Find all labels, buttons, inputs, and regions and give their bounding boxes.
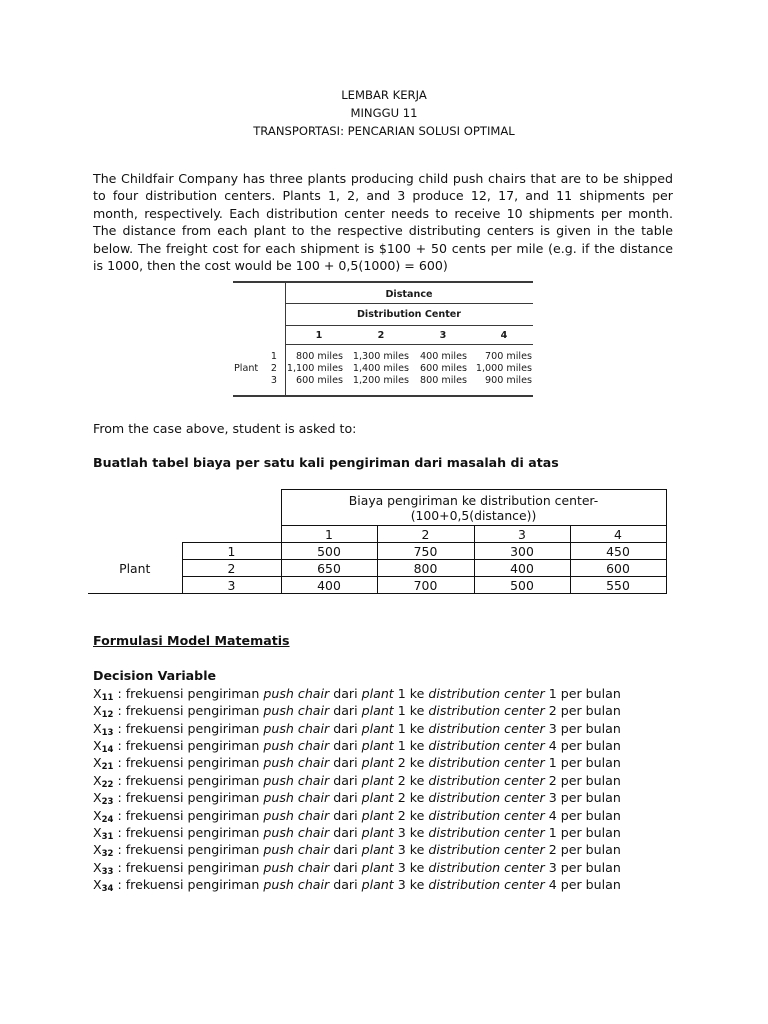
variable-plant: 2 bbox=[393, 807, 406, 823]
plant-number: 3 bbox=[182, 577, 281, 594]
variable-index: 32 bbox=[101, 849, 114, 860]
plant-number: 3 bbox=[270, 375, 277, 386]
variable-text: ke bbox=[405, 703, 429, 719]
variable-center: 3 bbox=[544, 790, 557, 806]
variable-text: per bulan bbox=[556, 790, 621, 806]
variable-text: per bulan bbox=[556, 686, 621, 701]
variable-symbol: X bbox=[93, 720, 102, 736]
variable-index: 34 bbox=[101, 883, 114, 894]
variable-text: push chair bbox=[263, 876, 330, 892]
variable-center: 1 bbox=[544, 686, 557, 701]
plant-number: 1 bbox=[182, 543, 281, 560]
variable-text: per bulan bbox=[556, 807, 621, 823]
variable-text: plant bbox=[361, 824, 394, 840]
variable-text: : frekuensi pengiriman bbox=[113, 859, 264, 875]
variable-symbol: X bbox=[93, 824, 102, 840]
variable-text: : frekuensi pengiriman bbox=[113, 824, 264, 840]
variable-text: push chair bbox=[263, 738, 330, 754]
variable-center: 1 bbox=[544, 824, 557, 840]
variable-plant: 1 bbox=[393, 720, 406, 736]
question-intro: From the case above, student is asked to: bbox=[93, 421, 357, 436]
variable-symbol: X bbox=[93, 790, 102, 806]
variable-symbol: X bbox=[93, 772, 102, 788]
variable-text: plant bbox=[361, 859, 394, 875]
distance-cell: 1,000 miles bbox=[475, 363, 532, 374]
variable-text: distribution center bbox=[428, 859, 545, 875]
variable-text: ke bbox=[405, 824, 429, 840]
variable-text: plant bbox=[361, 772, 394, 788]
variable-text: ke bbox=[405, 807, 429, 823]
variable-center: 4 bbox=[544, 807, 557, 823]
variable-text: ke bbox=[405, 686, 429, 701]
variable-text: per bulan bbox=[556, 842, 621, 858]
cost-caption-line2: (100+0,5(distance)) bbox=[410, 507, 537, 523]
cost-cell: 500 bbox=[281, 543, 377, 560]
variable-center: 2 bbox=[544, 772, 557, 788]
variable-text: ke bbox=[405, 755, 429, 771]
variable-center: 3 bbox=[544, 720, 557, 736]
problem-statement: The Childfair Company has three plants producing child push chairs that are to be shipped to four distribution centers. Plants 1, 2, and 3 produce 12, 17, and 11 shipments per month, respectively. Each distribution center needs to receive 10 shipments per month. The distance from each plant to the respective distributing centers is given in the table below. The freight cost for each shipment is $100 + 50 cents per mile (e.g. if the distance is 1000, then the cost would be 100 + 0,5(1000) = 600) bbox=[93, 171, 673, 274]
variable-text: dari bbox=[329, 703, 362, 719]
variable-plant: 3 bbox=[393, 824, 406, 840]
variable-text: ke bbox=[405, 842, 429, 858]
variable-text: distribution center bbox=[428, 824, 545, 840]
variable-text: plant bbox=[361, 842, 394, 858]
distance-cell: 600 miles bbox=[296, 375, 343, 386]
variable-text: : frekuensi pengiriman bbox=[113, 738, 264, 754]
variable-text: ke bbox=[405, 720, 429, 736]
variable-text: dari bbox=[329, 859, 362, 875]
distance-cell: 800 miles bbox=[296, 351, 343, 362]
variable-text: distribution center bbox=[428, 755, 545, 771]
variable-text: plant bbox=[361, 755, 394, 771]
variable-index: 31 bbox=[101, 831, 114, 842]
variable-text: per bulan bbox=[556, 738, 621, 754]
cost-cell: 300 bbox=[474, 543, 570, 560]
table-row bbox=[88, 543, 666, 560]
worksheet-title: LEMBAR KERJA bbox=[341, 88, 427, 102]
plant-label: Plant bbox=[234, 363, 259, 374]
variable-text: distribution center bbox=[428, 686, 545, 701]
cost-cell: 650 bbox=[281, 560, 377, 577]
decision-variable bbox=[93, 841, 621, 858]
cost-cell: 800 bbox=[377, 560, 474, 577]
plant-label: Plant bbox=[119, 560, 151, 576]
formulation-heading: Formulasi Model Matematis bbox=[93, 633, 290, 648]
variable-text: ke bbox=[405, 738, 429, 754]
distance-cell: 900 miles bbox=[485, 375, 532, 386]
variable-symbol: X bbox=[93, 859, 102, 875]
table-rule bbox=[233, 395, 533, 397]
distance-cell: 1,400 miles bbox=[352, 363, 409, 374]
variable-plant: 3 bbox=[393, 859, 406, 875]
variable-text: dari bbox=[329, 720, 362, 736]
variable-text: : frekuensi pengiriman bbox=[113, 842, 264, 858]
distance-table bbox=[233, 281, 533, 397]
variable-text: dari bbox=[329, 772, 362, 788]
distance-cell: 700 miles bbox=[485, 351, 532, 362]
variable-text: distribution center bbox=[428, 842, 545, 858]
decision-variable bbox=[93, 702, 621, 719]
variable-index: 11 bbox=[101, 693, 114, 703]
variable-text: plant bbox=[361, 720, 394, 736]
variable-index: 33 bbox=[101, 866, 114, 877]
variable-text: push chair bbox=[263, 842, 330, 858]
variable-text: distribution center bbox=[428, 790, 545, 806]
variable-text: : frekuensi pengiriman bbox=[113, 720, 264, 736]
variable-text: per bulan bbox=[556, 772, 621, 788]
variable-text: plant bbox=[361, 686, 394, 701]
decision-variable-heading: Decision Variable bbox=[93, 668, 217, 683]
decision-variable bbox=[93, 754, 621, 771]
variable-symbol: X bbox=[93, 755, 102, 771]
variable-index: 21 bbox=[101, 762, 114, 773]
variable-index: 13 bbox=[101, 727, 114, 738]
decision-variable bbox=[93, 876, 621, 893]
variable-plant: 2 bbox=[393, 755, 406, 771]
variable-symbol: X bbox=[93, 807, 102, 823]
center-header: 1 bbox=[315, 330, 323, 341]
cost-cell: 400 bbox=[474, 560, 570, 577]
center-header: 1 bbox=[281, 526, 377, 543]
decision-variable bbox=[93, 824, 621, 841]
table-rule bbox=[285, 325, 533, 326]
plant-number: 2 bbox=[182, 560, 281, 577]
variable-symbol: X bbox=[93, 703, 102, 719]
decision-variable bbox=[93, 859, 621, 876]
variable-index: 22 bbox=[101, 779, 114, 790]
cost-caption-line1: Biaya pengiriman ke distribution center- bbox=[348, 492, 599, 508]
variable-text: ke bbox=[405, 859, 429, 875]
variable-text: per bulan bbox=[556, 755, 621, 771]
variable-text: plant bbox=[361, 807, 394, 823]
variable-text: : frekuensi pengiriman bbox=[113, 807, 264, 823]
variable-plant: 3 bbox=[393, 842, 406, 858]
variable-center: 2 bbox=[544, 703, 557, 719]
variable-text: distribution center bbox=[428, 720, 545, 736]
distance-cell: 400 miles bbox=[420, 351, 467, 362]
decision-variable bbox=[93, 737, 621, 754]
variable-symbol: X bbox=[93, 876, 102, 892]
variable-text: : frekuensi pengiriman bbox=[113, 686, 264, 701]
variable-index: 24 bbox=[101, 814, 114, 825]
variable-plant: 1 bbox=[393, 686, 406, 701]
variable-text: plant bbox=[361, 876, 394, 892]
cost-cell: 600 bbox=[570, 560, 666, 577]
table-rule bbox=[285, 303, 533, 304]
variable-plant: 2 bbox=[393, 790, 406, 806]
variable-text: push chair bbox=[263, 859, 330, 875]
variable-plant: 2 bbox=[393, 772, 406, 788]
variable-index: 23 bbox=[101, 797, 114, 808]
variable-text: push chair bbox=[263, 755, 330, 771]
variable-plant: 1 bbox=[393, 738, 406, 754]
variable-text: dari bbox=[329, 755, 362, 771]
distance-cell: 1,200 miles bbox=[352, 375, 409, 386]
plant-number: 1 bbox=[270, 351, 277, 362]
distance-title: Distance bbox=[385, 289, 433, 300]
variable-text: distribution center bbox=[428, 876, 545, 892]
variable-text: dari bbox=[329, 686, 362, 701]
cost-cell: 400 bbox=[281, 577, 377, 594]
variable-text: push chair bbox=[263, 824, 330, 840]
variable-text: dari bbox=[329, 842, 362, 858]
decision-variable bbox=[93, 720, 621, 737]
decision-variable bbox=[93, 807, 621, 824]
table-row bbox=[88, 560, 666, 577]
variable-text: plant bbox=[361, 790, 394, 806]
variable-text: plant bbox=[361, 738, 394, 754]
cost-cell: 550 bbox=[570, 577, 666, 594]
variable-text: plant bbox=[361, 703, 394, 719]
distance-subtitle: Distribution Center bbox=[356, 309, 462, 320]
variable-text: ke bbox=[405, 876, 429, 892]
variable-text: : frekuensi pengiriman bbox=[113, 755, 264, 771]
variable-index: 14 bbox=[101, 745, 114, 756]
center-header: 2 bbox=[377, 526, 474, 543]
distance-cell: 1,100 miles bbox=[286, 363, 343, 374]
variable-text: distribution center bbox=[428, 772, 545, 788]
variable-text: push chair bbox=[263, 720, 330, 736]
cost-cell: 700 bbox=[377, 577, 474, 594]
center-header: 3 bbox=[439, 330, 447, 341]
decision-variable bbox=[93, 789, 621, 806]
variable-symbol: X bbox=[93, 686, 102, 701]
variable-text: distribution center bbox=[428, 738, 545, 754]
variable-text: push chair bbox=[263, 807, 330, 823]
variable-text: dari bbox=[329, 876, 362, 892]
decision-variable-list bbox=[93, 685, 621, 893]
variable-text: ke bbox=[405, 772, 429, 788]
table-row bbox=[88, 577, 666, 594]
variable-text: : frekuensi pengiriman bbox=[113, 703, 264, 719]
table-rule bbox=[233, 281, 533, 283]
variable-index: 12 bbox=[101, 710, 114, 721]
variable-center: 1 bbox=[544, 755, 557, 771]
variable-symbol: X bbox=[93, 738, 102, 754]
center-header: 4 bbox=[500, 330, 508, 341]
variable-text: distribution center bbox=[428, 807, 545, 823]
variable-text: push chair bbox=[263, 703, 330, 719]
variable-text: : frekuensi pengiriman bbox=[113, 876, 264, 892]
center-header: 4 bbox=[570, 526, 666, 543]
variable-text: distribution center bbox=[428, 703, 545, 719]
variable-center: 3 bbox=[544, 859, 557, 875]
plant-number: 2 bbox=[270, 363, 277, 374]
topic-title: TRANSPORTASI: PENCARIAN SOLUSI OPTIMAL bbox=[253, 124, 515, 138]
variable-text: per bulan bbox=[556, 876, 621, 892]
cost-cell: 750 bbox=[377, 543, 474, 560]
variable-plant: 1 bbox=[393, 703, 406, 719]
variable-text: per bulan bbox=[556, 703, 621, 719]
decision-variable bbox=[93, 772, 621, 789]
distance-cell: 1,300 miles bbox=[352, 351, 409, 362]
variable-text: push chair bbox=[263, 772, 330, 788]
variable-text: per bulan bbox=[556, 859, 621, 875]
question-text: Buatlah tabel biaya per satu kali pengiriman dari masalah di atas bbox=[93, 455, 559, 470]
table-rule bbox=[285, 344, 533, 345]
cost-caption bbox=[281, 490, 666, 526]
center-header: 3 bbox=[474, 526, 570, 543]
variable-text: push chair bbox=[263, 790, 330, 806]
variable-text: ke bbox=[405, 790, 429, 806]
variable-text: : frekuensi pengiriman bbox=[113, 790, 264, 806]
distance-cell: 600 miles bbox=[420, 363, 467, 374]
variable-symbol: X bbox=[93, 842, 102, 858]
variable-text: push chair bbox=[263, 686, 330, 701]
variable-text: dari bbox=[329, 790, 362, 806]
variable-text: dari bbox=[329, 738, 362, 754]
variable-center: 4 bbox=[544, 738, 557, 754]
cost-cell: 450 bbox=[570, 543, 666, 560]
variable-center: 4 bbox=[544, 876, 557, 892]
distance-cell: 800 miles bbox=[420, 375, 467, 386]
cost-cell: 500 bbox=[474, 577, 570, 594]
variable-text: per bulan bbox=[556, 720, 621, 736]
week-label: MINGGU 11 bbox=[350, 106, 418, 120]
center-header: 2 bbox=[377, 330, 385, 341]
cost-table bbox=[88, 489, 667, 594]
variable-text: dari bbox=[329, 824, 362, 840]
decision-variable bbox=[93, 685, 621, 702]
variable-center: 2 bbox=[544, 842, 557, 858]
variable-plant: 3 bbox=[393, 876, 406, 892]
variable-text: : frekuensi pengiriman bbox=[113, 772, 264, 788]
variable-text: per bulan bbox=[556, 824, 621, 840]
variable-text: dari bbox=[329, 807, 362, 823]
